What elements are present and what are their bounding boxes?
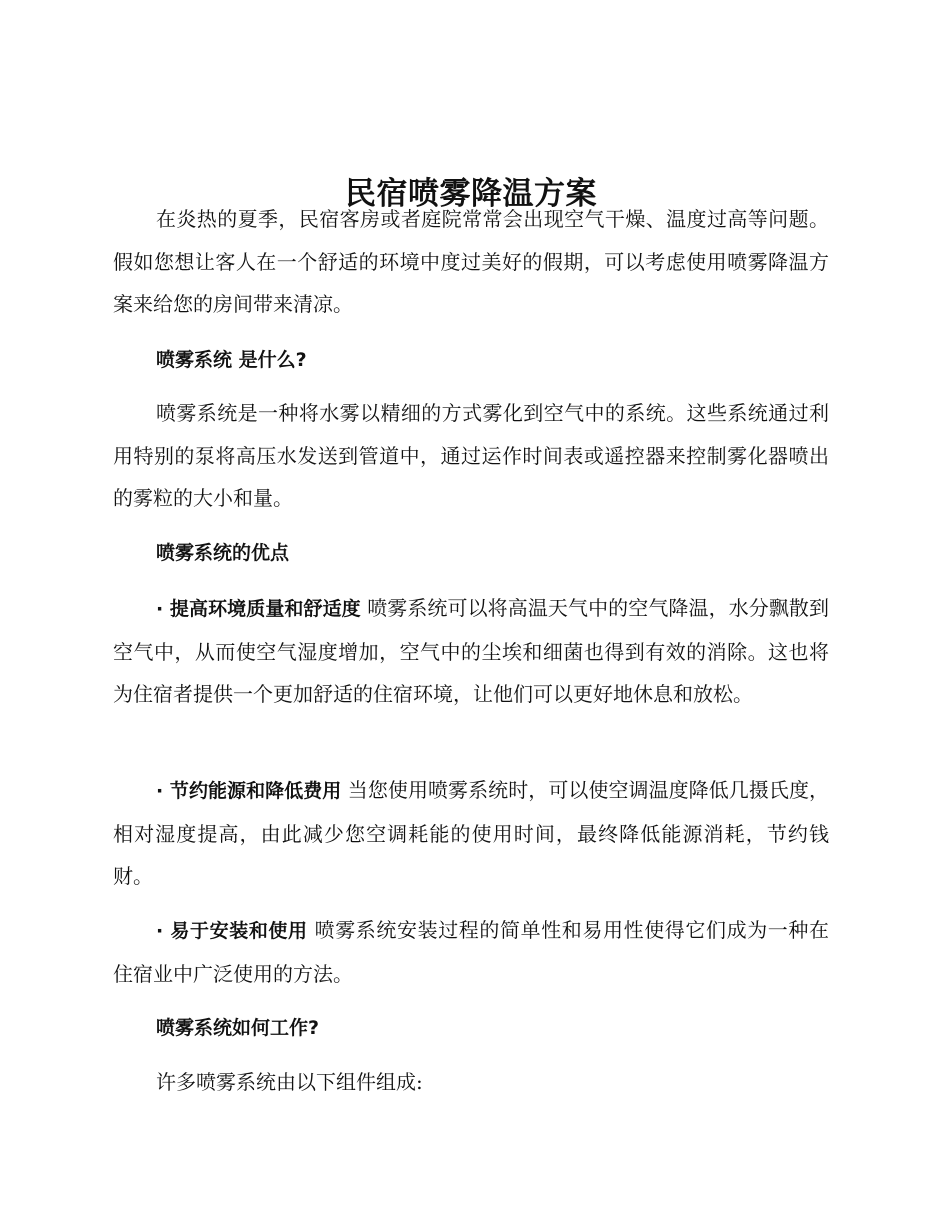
- advantage-lead-energy: · 节约能源和降低费用: [156, 780, 342, 802]
- advantage-item-comfort: [113, 587, 829, 716]
- how-it-works-paragraph: 许多喷雾系统由以下组件组成:: [156, 1070, 423, 1094]
- intro-paragraph: 在炎热的夏季，民宿客房或者庭院常常会出现空气干燥、温度过高等问题。假如您想让客人在一个舒适的环境中度过美好的假期，可以考虑使用喷雾降温方案来给您的房间带来清凉。: [113, 207, 829, 316]
- advantage-text-install: 喷雾系统安装过程的简单性和易用性使得它们成为一种在住宿业中广泛使用的方法。: [113, 918, 829, 986]
- section-heading-how-it-works: 喷雾系统如何工作?: [156, 1017, 320, 1039]
- section-heading-what-is: 喷雾系统 是什么?: [156, 349, 307, 371]
- advantage-item-energy: [113, 769, 829, 898]
- advantage-lead-install: · 易于安装和使用: [156, 920, 308, 942]
- what-is-paragraph: 喷雾系统是一种将水雾以精细的方式雾化到空气中的系统。这些系统通过利用特别的泵将高压水发送到管道中，通过运作时间表或遥控器来控制雾化器喷出的雾粒的大小和量。: [113, 401, 829, 510]
- advantage-text-energy: 当您使用喷雾系统时，可以使空调温度降低几摄氏度，相对湿度提高，由此减少您空调耗能的使用时间，最终降低能源消耗，节约钱财。: [113, 778, 830, 888]
- document-title: 民宿喷雾降温方案: [345, 175, 597, 212]
- section-heading-advantages: 喷雾系统的优点: [156, 542, 290, 564]
- advantage-lead-comfort: · 提高环境质量和舒适度: [156, 598, 361, 620]
- advantage-text-comfort: 喷雾系统可以将高温天气中的空气降温，水分飘散到空气中，从而使空气湿度增加，空气中的尘埃和细菌也得到有效的消除。这也将为住宿者提供一个更加舒适的住宿环境，让他们可以更好地休息和放松。: [113, 596, 829, 706]
- advantage-item-install: [113, 909, 829, 995]
